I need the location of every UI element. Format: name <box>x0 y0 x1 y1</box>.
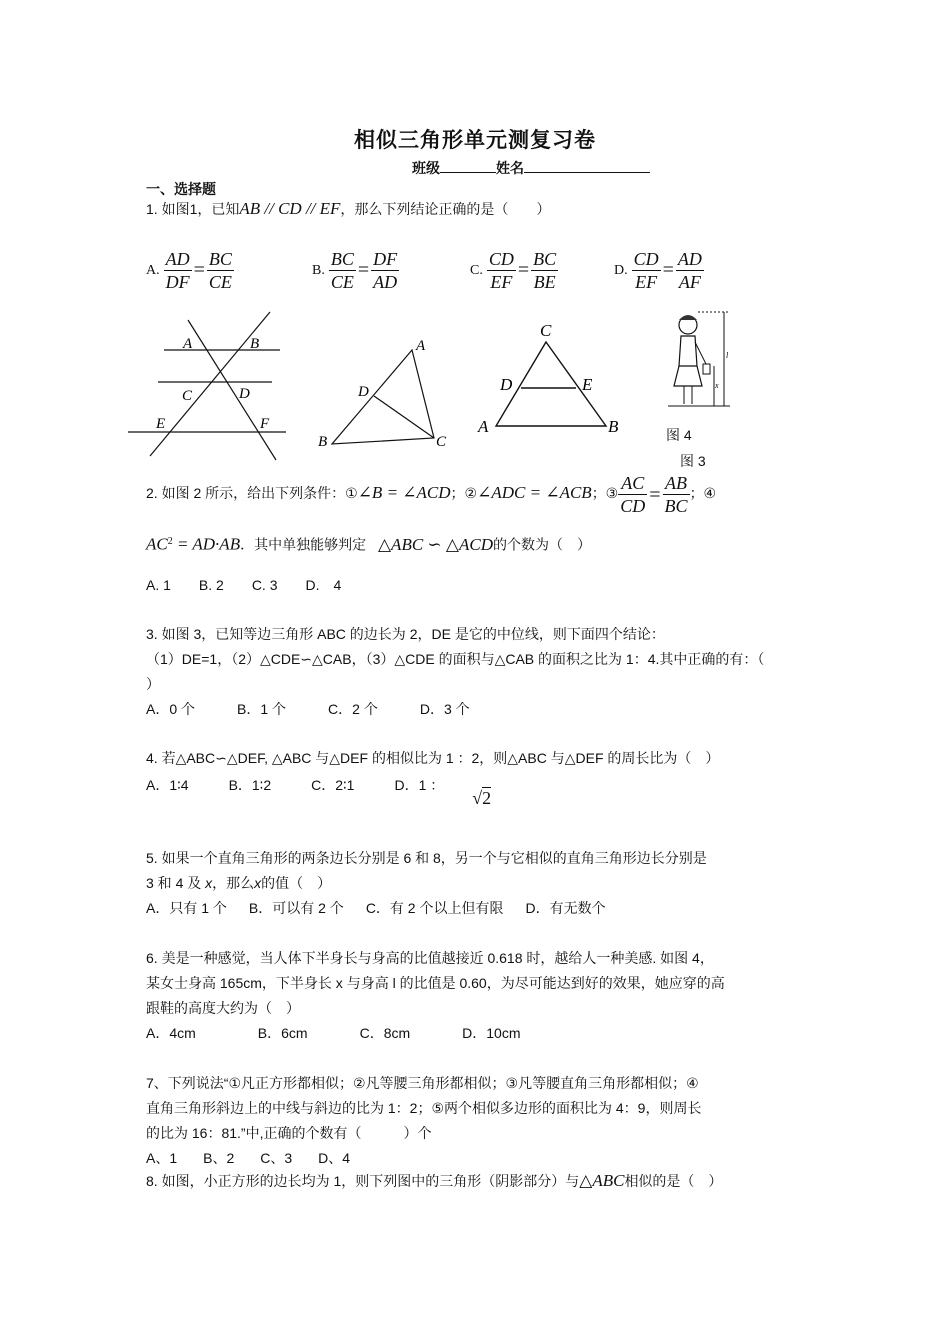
choice-c[interactable]: C．有 2 个以上但有限 <box>365 900 504 916</box>
name-label: 姓名 <box>496 160 524 176</box>
fraction: $\frac{AD}{DF}$ <box>165 249 190 292</box>
choice-a[interactable]: A．0 个 <box>146 701 196 717</box>
figure-2 <box>314 334 454 454</box>
class-label: 班级 <box>412 160 440 176</box>
question-6: 6. 美是一种感觉，当人体下半身长与身高的比值越接近 0.618 时，越给人一种美感. 如图 4， 某女士身高 165cm，下半身长 x 与身高 l 的比值是 0.60，为尽可能达到好的效果，她应穿的高 跟鞋的高度大约为（ ） <box>146 950 725 1016</box>
fraction: $\frac{BC}{BE}$ <box>533 249 557 292</box>
label-b: B <box>608 417 619 436</box>
q6-choices <box>146 1021 808 1046</box>
choice-a[interactable]: A．4cm <box>146 1025 196 1041</box>
fraction: $\frac{DF}{AD}$ <box>373 249 398 292</box>
q1-option-b: B. $\frac{BC}{CE}$ = $\frac{DF}{AD}$ <box>312 249 398 292</box>
label-a: A <box>478 417 489 436</box>
question-2: 2. 如图 2 所示，给出下列条件：①∠B = ∠ACD；②∠ADC = ∠ACB；③ $\frac{AC}{CD}$ = $\frac{AB}{BC}$ ；④ <box>146 473 717 516</box>
choice-c[interactable]: C．2∶1 <box>311 777 355 793</box>
label-c: C <box>182 388 193 404</box>
q5-choices <box>146 896 808 921</box>
choice-c[interactable]: C．2 个 <box>328 701 378 717</box>
choice-b[interactable]: B．可以有 2 个 <box>248 900 344 916</box>
label-c: C <box>540 321 552 340</box>
fraction: $\frac{AD}{AF}$ <box>677 249 702 292</box>
fraction: $\frac{BC}{CE}$ <box>208 249 232 292</box>
q3-choices <box>146 697 808 722</box>
choice-b[interactable]: B、2 <box>203 1150 235 1166</box>
q1-option-d: D. $\frac{CD}{EF}$ = $\frac{AD}{AF}$ <box>614 249 702 292</box>
question-4: 4. 若△ABC∽△DEF, △ABC 与△DEF 的相似比为 1 ：2，则△ABC 与△DEF 的周长比为（ ） <box>146 750 720 766</box>
choice-d[interactable]: D．有无数个 <box>525 900 606 916</box>
q1-option-a: A. $\frac{AD}{DF}$ = $\frac{BC}{CE}$ <box>146 249 232 292</box>
label-d: D <box>500 375 513 394</box>
figure-3-caption: 图 3 <box>680 453 706 469</box>
label-b: B <box>318 434 328 450</box>
name-blank[interactable] <box>524 158 650 173</box>
label-l: l <box>726 351 729 360</box>
question-1 <box>146 196 808 222</box>
choice-c[interactable]: C. 3 <box>251 577 278 593</box>
question-2-line2: $AC^2 = AD\cdot AB$．其中单独能够判定 △ABC ∽ △ACD的个数为（ ） <box>146 534 591 554</box>
q4-choices <box>146 772 808 808</box>
choice-b[interactable]: B．6cm <box>257 1025 308 1041</box>
figure-3 <box>472 318 632 440</box>
student-info-line <box>412 158 650 178</box>
label-a: A <box>416 338 426 354</box>
question-5: 5. 如果一个直角三角形的两条边长分别是 6 和 8，另一个与它相似的直角三角形边长分别是 3 和 4 及 x，那么x的值（ ） <box>146 850 707 891</box>
choice-b[interactable]: B．1 个 <box>237 701 287 717</box>
section-heading: 一、选择题 <box>146 181 216 197</box>
figure-1 <box>126 308 296 468</box>
choice-a[interactable]: A．1∶4 <box>146 777 189 793</box>
fraction: $\frac{AC}{CD}$ <box>620 473 646 516</box>
q1-text-after: ，那么下列结论正确的是（ ） <box>340 201 551 217</box>
label-e: E <box>582 375 593 394</box>
question-3: 3. 如图 3，已知等边三角形 ABC 的边长为 2，DE 是它的中位线，则下面四个结论： （1）DE=1，（2）△CDE∽△CAB，（3）△CDE 的面积与△CAB 的面积之比为 1：4.其中正确的有：（ ） <box>146 626 765 692</box>
choice-d[interactable]: D．10cm <box>462 1025 521 1041</box>
label-d: D <box>239 386 250 402</box>
choice-c[interactable]: C．8cm <box>359 1025 411 1041</box>
label-d: D <box>358 384 369 400</box>
fraction: $\frac{AB}{BC}$ <box>664 473 688 516</box>
fraction: $\frac{CD}{EF}$ <box>633 249 659 292</box>
choice-a[interactable]: A、1 <box>146 1150 178 1166</box>
choice-b[interactable]: B. 2 <box>198 577 224 593</box>
q1-option-c: C. $\frac{CD}{EF}$ = $\frac{BC}{BE}$ <box>470 249 557 292</box>
label-e: E <box>156 416 166 432</box>
choice-b[interactable]: B．1∶2 <box>228 777 272 793</box>
choice-d[interactable]: D．1 ：√2 <box>394 777 492 808</box>
class-blank[interactable] <box>440 158 496 173</box>
q1-text: 1. 如图1，已知 <box>146 201 240 217</box>
label-a: A <box>183 336 193 352</box>
fraction: $\frac{CD}{EF}$ <box>488 249 514 292</box>
figure-4-woman <box>664 308 744 412</box>
choice-a[interactable]: A. 1 <box>146 577 171 593</box>
q1-formula: AB // CD // EF <box>239 199 341 218</box>
label-c: C <box>436 434 447 450</box>
page-title: 相似三角形单元测复习卷 <box>354 129 596 152</box>
choice-d[interactable]: D、4 <box>318 1150 351 1166</box>
label-f: F <box>260 416 270 432</box>
question-7: 7、下列说法“①凡正方形都相似；②凡等腰三角形都相似；③凡等腰直角三角形都相似；④ 直角三角形斜边上的中线与斜边的比为 1：2；⑤两个相似多边形的面积比为 4：9，则周长 的比为 16：81.”中,正确的个数有（ ）个 <box>146 1075 702 1141</box>
choice-a[interactable]: A．只有 1 个 <box>146 900 227 916</box>
label-b: B <box>250 336 260 352</box>
choice-d[interactable]: D. 4 <box>305 577 342 593</box>
figure-4-caption: 图 4 <box>666 427 692 443</box>
question-8: 8. 如图，小正方形的边长均为 1，则下列图中的三角形（阴影部分）与△ABC相似的是（ ） <box>146 1171 723 1190</box>
fraction: $\frac{BC}{CE}$ <box>330 249 354 292</box>
q2-choices <box>146 573 808 598</box>
choice-d[interactable]: D．3 个 <box>419 701 470 717</box>
choice-c[interactable]: C、3 <box>260 1150 293 1166</box>
label-x: x <box>715 381 719 390</box>
